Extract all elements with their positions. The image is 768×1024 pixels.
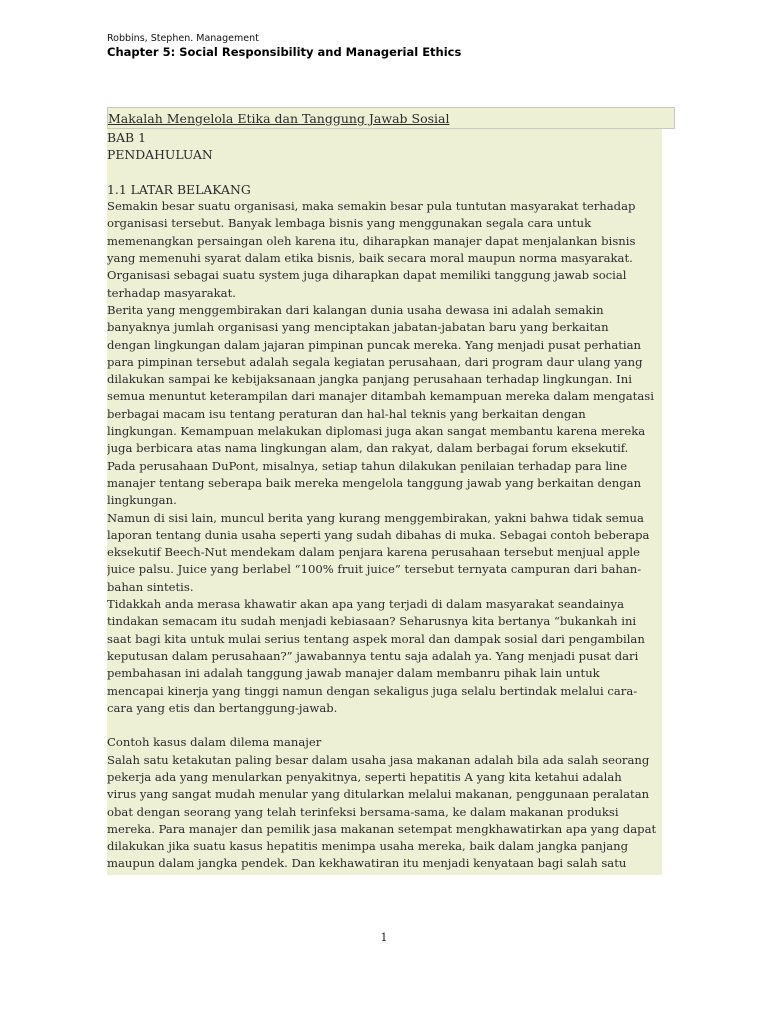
text-line: keputusan dalam perusahaan?” jawabannya tentu saja adalah ya. Yang menjadi pusat dari — [107, 648, 639, 663]
text-line: eksekutif Beech-Nut mendekam dalam penjara karena perusahaan tersebut menjual apple — [107, 545, 640, 560]
text-line: bahan sintetis. — [107, 579, 194, 594]
text-line: Semakin besar suatu organisasi, maka semakin besar pula tuntutan masyarakat terhadap — [107, 199, 636, 214]
text-line: laporan tentang dunia usaha seperti yang sudah dibahas di muka. Sebagai contoh beberapa — [107, 527, 650, 542]
text-line: semua menuntut keterampilan dari manajer ditambah kemampuan mereka dalam mengatasi — [107, 389, 654, 404]
text-line: mencapai kinerja yang tinggi namun dengan sekaligus juga selalu bertindak melalui cara- — [107, 683, 638, 698]
text-line: berbagai macam isu tentang peraturan dan hal-hal teknis yang berkaitan dengan — [107, 406, 586, 421]
text-line: dilakukan jika suatu kasus hepatitis menimpa usaha mereka, baik dalam jangka panjang — [107, 839, 629, 854]
text-line: juga berbicara atas nama lingkungan alam, dan rakyat, dalam berbagai forum eksekutif. — [107, 441, 629, 456]
text-line: Contoh kasus dalam dilema manajer — [107, 735, 322, 750]
text-line: manajer tentang seberapa baik mereka mengelola tanggung jawab yang berkaitan dengan — [107, 475, 642, 490]
header-source: Robbins, Stephen. Management — [107, 33, 259, 44]
text-line: BAB 1 — [107, 130, 146, 145]
text-line: Berita yang menggembirakan dari kalangan dunia usaha dewasa ini adalah semakin — [107, 302, 604, 317]
text-line: PENDAHULUAN — [107, 147, 213, 163]
text-line: saat bagi kita untuk mulai serius tentang aspek moral dan dampak sosial dari pengambilan — [107, 631, 645, 646]
text-line: organisasi tersebut. Banyak lembaga bisnis yang menggunakan segala cara untuk — [107, 216, 592, 231]
text-line: pembahasan ini adalah tanggung jawab manajer dalam membanru pihak lain untuk — [107, 666, 600, 681]
page-number: 1 — [380, 931, 388, 944]
text-line: mereka. Para manajer dan pemilik jasa makanan setempat mengkhawatirkan apa yang dapat — [107, 821, 657, 836]
text-line: 1.1 LATAR BELAKANG — [107, 181, 251, 197]
text-line: dilakukan sampai ke kebijaksanaan jangka panjang perusahaan terhadap lingkungan. Ini — [107, 372, 632, 387]
text-line: dengan lingkungan dalam jajaran pimpinan puncak mereka. Yang menjadi pusat perhatian — [107, 337, 641, 352]
document-text — [107, 129, 662, 873]
header-chapter-title: Chapter 5: Social Responsibility and Managerial Ethics — [107, 45, 462, 59]
text-line: Pada perusahaan DuPont, misalnya, setiap tahun dilakukan penilaian terhadap para line — [107, 458, 628, 473]
page-header — [107, 33, 667, 59]
text-line: para pimpinan tersebut adalah segala kegiatan perusahaan, dari program daur ulang yang — [107, 354, 643, 369]
text-line: terhadap masyarakat. — [107, 285, 236, 300]
blank-line — [107, 164, 662, 181]
text-line: yang memenuhi syarat dalam etika bisnis, baik secara moral maupun norma masyarakat. — [107, 251, 633, 266]
text-line: pekerja ada yang menularkan penyakitnya, seperti hepatitis A yang kita ketahui adalah — [107, 769, 622, 784]
text-line: juice palsu. Juice yang berlabel “100% fruit juice” tersebut ternyata campuran dari bahan- — [107, 562, 642, 577]
document-title: Makalah Mengelola Etika dan Tanggung Jawab Sosial — [108, 111, 450, 126]
text-line: virus yang sangat mudah menular yang ditularkan melalui makanan, penggunaan peralatan — [107, 787, 650, 802]
text-line: Salah satu ketakutan paling besar dalam usaha jasa makanan adalah bila ada salah seorang — [107, 752, 650, 767]
text-line: lingkungan. — [107, 493, 177, 508]
text-line: lingkungan. Kemampuan melakukan diplomasi juga akan sangat membantu karena mereka — [107, 424, 646, 439]
document-title-box — [107, 107, 675, 129]
text-line: Tidakkah anda merasa khawatir akan apa yang terjadi di dalam masyarakat seandainya — [107, 597, 624, 612]
text-line: maupun dalam jangka pendek. Dan kekhawatiran itu menjadi kenyataan bagi salah satu — [107, 856, 627, 871]
document-body — [107, 129, 662, 875]
text-line: memenangkan persaingan oleh karena itu, diharapkan manajer dapat menjalankan bisnis — [107, 233, 636, 248]
text-line: Organisasi sebagai suatu system juga diharapkan dapat memiliki tanggung jawab social — [107, 268, 627, 283]
text-line: Namun di sisi lain, muncul berita yang kurang menggembirakan, yakni bahwa tidak semua — [107, 510, 644, 525]
blank-line — [107, 717, 662, 734]
text-line: banyaknya jumlah organisasi yang menciptakan jabatan-jabatan baru yang berkaitan — [107, 320, 609, 335]
text-line: obat dengan seorang yang telah terinfeksi bersama-sama, ke dalam makanan produksi — [107, 804, 619, 819]
text-line: cara yang etis dan bertanggung-jawab. — [107, 700, 338, 715]
text-line: tindakan semacam itu sudah menjadi kebiasaan? Seharusnya kita bertanya “bukankah ini — [107, 614, 637, 629]
